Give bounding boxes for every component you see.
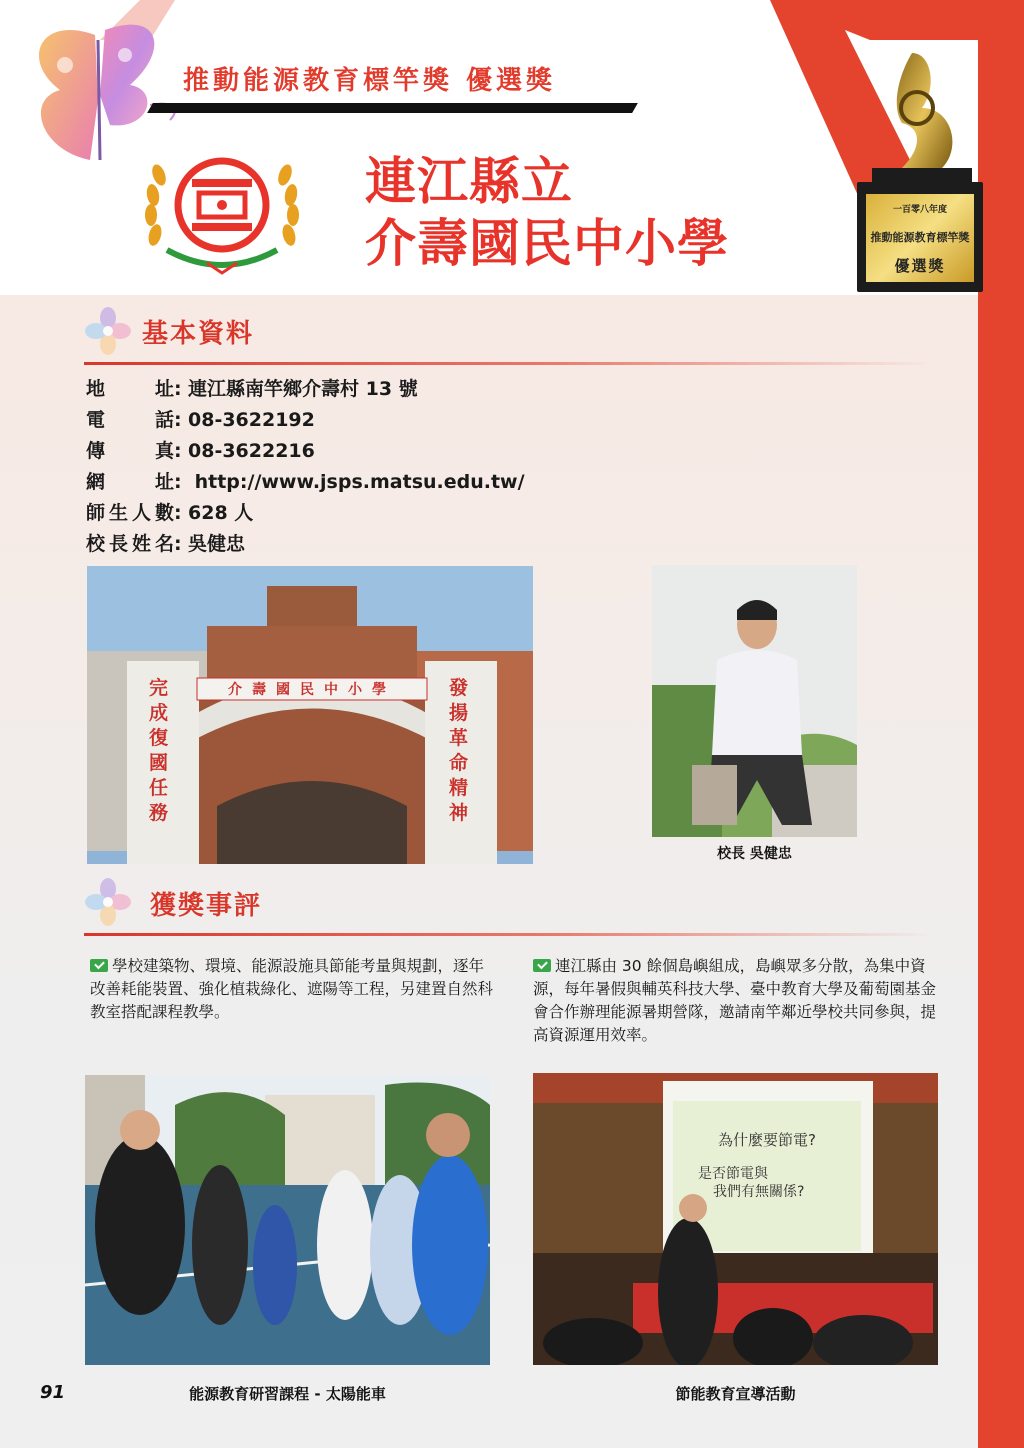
info-label: 校長姓名 [86, 533, 174, 555]
info-label: 師生人數 [86, 502, 174, 524]
trophy-icon [862, 48, 982, 188]
screen-title: 為什麼要節電? [718, 1131, 816, 1149]
flower-icon [84, 307, 132, 355]
screen-subtitle-2: 我們有無關係? [713, 1184, 805, 1200]
gate-sign-text: 介壽國民中小學 [228, 682, 396, 698]
page-number: 91 [40, 1382, 66, 1403]
check-icon [90, 959, 108, 972]
info-value: 吳健忠 [188, 533, 246, 555]
award-item-1-text: 學校建築物、環境、能源設施具節能考量與規劃，逐年改善耗能裝置、強化植栽綠化、遮陽等工程，另建置自然科教室搭配課程教學。 [90, 957, 494, 1021]
energy-talk-photo [533, 1073, 938, 1365]
award-item-2 [533, 955, 943, 1047]
award-item-2-text: 連江縣由 30 餘個島嶼組成，島嶼眾多分散，為集中資源，每年暑假與輔英科技大學、臺中教育大學及葡萄園基金會合作辦理能源暑期營隊，邀請南竿鄰近學校共同參與，提高資源運用效率。 [533, 957, 937, 1044]
school-name-line2: 介壽國民中小學 [365, 215, 730, 274]
solar-car-caption: 能源教育研習課程 - 太陽能車 [189, 1385, 386, 1403]
school-emblem-icon [137, 145, 307, 280]
gate-left-couplet: 完成復國任務 [149, 677, 169, 824]
flower-icon [84, 878, 132, 926]
school-gate-photo [87, 566, 533, 864]
info-row-population: 師生人數: 628 人 [86, 498, 253, 526]
gate-right-couplet: 發揚革命精神 [449, 677, 469, 824]
slogan-underline [147, 103, 638, 113]
info-label: 地址 [86, 378, 174, 400]
info-value: 628 人 [188, 502, 254, 524]
school-name [365, 152, 729, 276]
info-label: 網址 [86, 471, 174, 493]
website-link[interactable]: http://www.jsps.matsu.edu.tw/ [188, 471, 525, 493]
trophy-year: 一百零八年度 [892, 205, 947, 215]
basic-info-title: 基本資料 [142, 319, 255, 349]
trophy-award-level: 優選獎 [894, 257, 946, 275]
energy-talk-caption: 節能教育宣導活動 [675, 1385, 796, 1403]
info-row-principal: 校長姓名: 吳健忠 [86, 529, 245, 557]
trophy-award-name: 推動能源教育標竿獎 [870, 231, 970, 244]
screen-subtitle-1: 是否節電與 [698, 1166, 768, 1182]
info-value: 08-3622192 [188, 409, 315, 431]
solar-car-photo [85, 1075, 490, 1365]
info-value: 08-3622216 [188, 440, 315, 462]
awards-rule [84, 933, 934, 936]
principal-photo [652, 565, 857, 837]
award-item-1 [90, 955, 495, 1024]
info-row-phone: 電話: 08-3622192 [86, 405, 315, 433]
check-icon [533, 959, 551, 972]
right-red-stripe [978, 0, 1024, 1448]
trophy-plaque [866, 194, 974, 282]
info-value: 連江縣南竿鄉介壽村 13 號 [188, 378, 418, 400]
principal-caption: 校長 吳健忠 [717, 846, 792, 862]
school-name-line1: 連江縣立 [365, 153, 574, 212]
info-row-address: 地址: 連江縣南竿鄉介壽村 13 號 [86, 374, 418, 402]
info-label: 電話 [86, 409, 174, 431]
awards-title: 獲獎事評 [150, 891, 263, 921]
info-row-website: 網址: http://www.jsps.matsu.edu.tw/ [86, 467, 525, 495]
award-slogan: 推動能源教育標竿獎 優選獎 [183, 66, 557, 96]
info-label: 傳真 [86, 440, 174, 462]
info-row-fax: 傳真: 08-3622216 [86, 436, 315, 464]
basic-info-rule [84, 362, 934, 365]
